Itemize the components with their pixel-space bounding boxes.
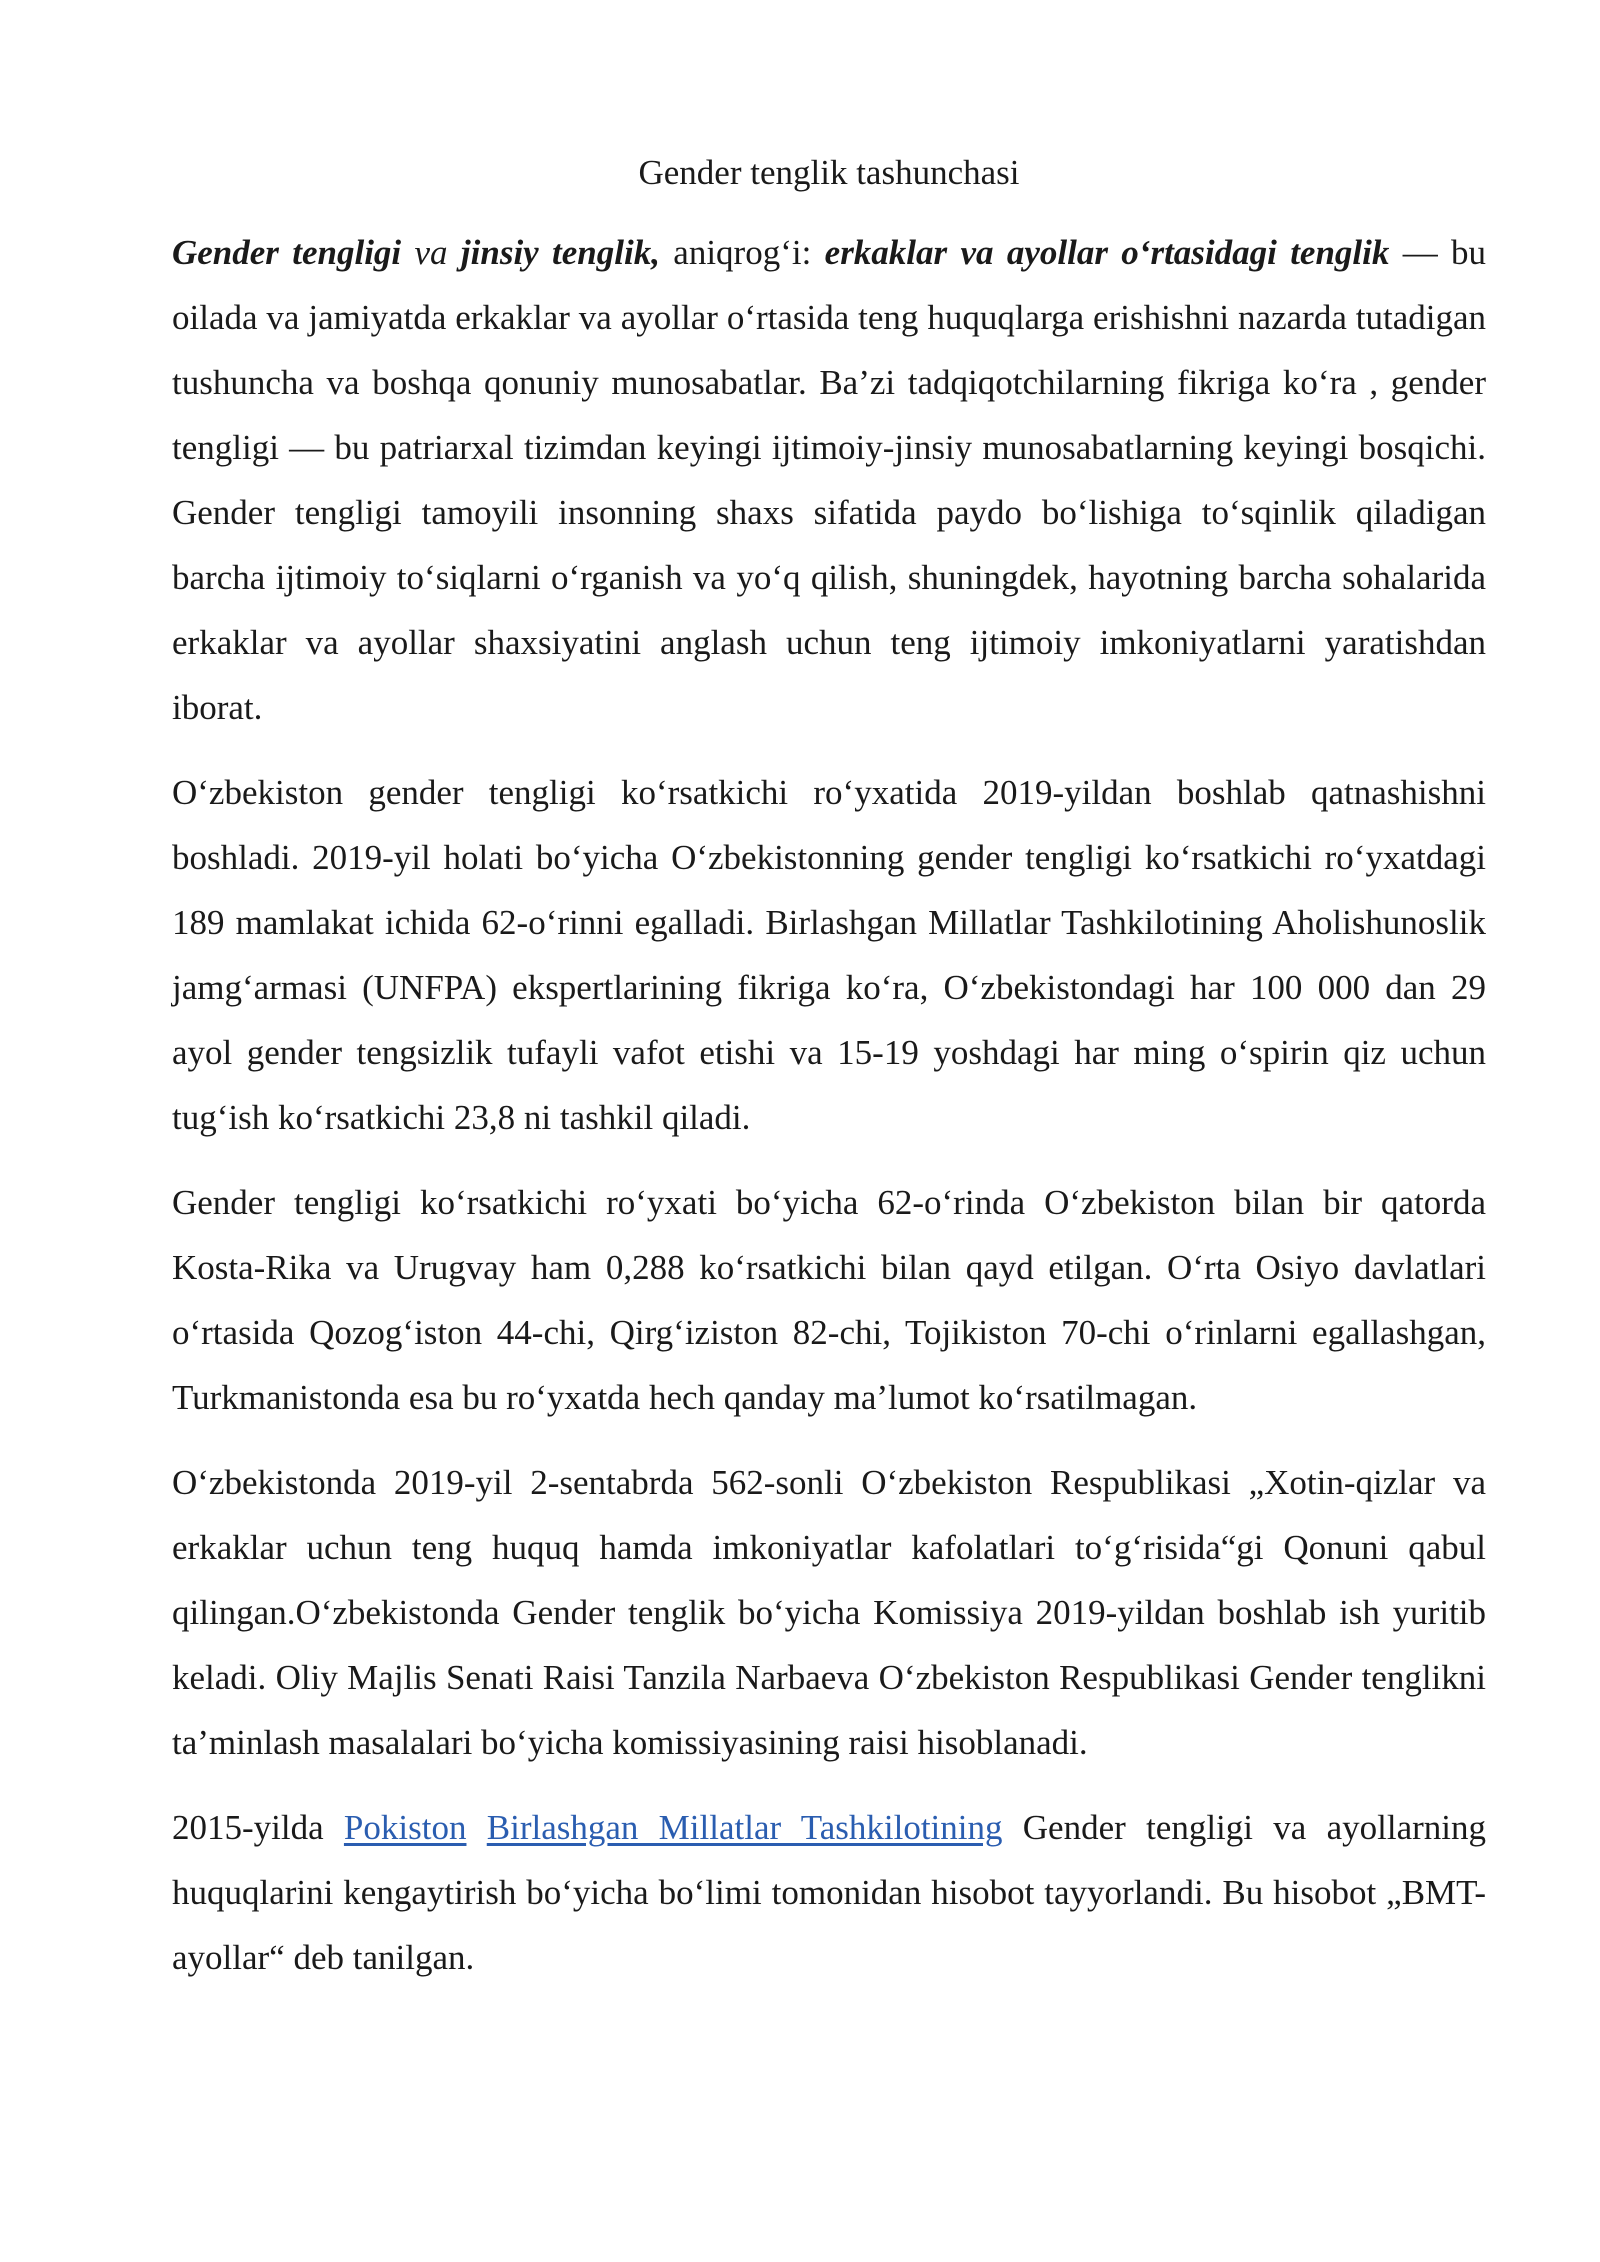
link-birlashgan-millatlar[interactable]: Birlashgan Millatlar Tashkilotining [486, 1808, 1003, 1847]
text-span: aniqrog‘i: [659, 233, 825, 272]
term-erkaklar-ayollar-tenglik: erkaklar va ayollar o‘rtasidagi tenglik [824, 233, 1390, 272]
document-page [172, 148, 1486, 2010]
text-span [466, 1808, 486, 1847]
link-pokiston[interactable]: Pokiston [343, 1808, 467, 1847]
paragraph-5-body: Gender tengligi va ayollarning huquqlarini kengaytirish bo‘yicha bo‘limi tomonidan hisobot tayyorlandi. Bu hisobot „BMT-ayollar“ deb tanilgan. [172, 1808, 1486, 1977]
text-span [448, 233, 461, 272]
text-span [401, 233, 414, 272]
document-title: Gender tenglik tashunchasi [638, 153, 1020, 192]
paragraph-3: Gender tengligi ko‘rsatkichi ro‘yxati bo‘yicha 62-o‘rinda O‘zbekiston bilan bir qatorda Kosta-Rika va Urugvay ham 0,288 ko‘rsatkichi bilan qayd etilgan. O‘rta Osiyo davlatlari o‘rtasida Qozog‘iston 44-chi, Qirg‘iziston 82-chi, Tojikiston 70-chi o‘rinlarni egallashgan, Turkmanistonda esa bu ro‘yxatda hech qanday ma’lumot ko‘rsatilmagan. [172, 1183, 1486, 1417]
paragraph-4: O‘zbekistonda 2019-yil 2-sentabrda 562-sonli O‘zbekiston Respublikasi „Xotin-qizlar va erkaklar uchun teng huquq hamda imkoniyatlar kafolatlari to‘g‘risida“gi Qonuni qabul qilingan.O‘zbekistonda Gender tenglik bo‘yicha Komissiya 2019-yildan boshlab ish yuritib keladi. Oliy Majlis Senati Raisi Tanzila Narbaeva O‘zbekiston Respublikasi Gender tenglikni ta’minlash masalalari bo‘yicha komissiyasining raisi hisoblanadi. [172, 1463, 1486, 1762]
text-span: 2015-yilda [172, 1808, 344, 1847]
term-gender-tengligi: Gender tengligi [172, 233, 402, 272]
term-jinsiy-tenglik: jinsiy tenglik, [460, 233, 660, 272]
paragraph-5 [172, 1795, 1486, 1990]
paragraph-1-body: — bu oilada va jamiyatda erkaklar va ayollar o‘rtasida teng huquqlarga erishishni nazarda tutadigan tushuncha va boshqa qonuniy munosabatlar. Ba’zi tadqiqotchilarning fikriga ko‘ra , gender tengligi — bu patriarxal tizimdan keyingi ijtimoiy-jinsiy munosabatlarning keyingi bosqichi. Gender tengligi tamoyili insonning shaxs sifatida paydo bo‘lishiga to‘sqinlik qiladigan barcha ijtimoiy to‘siqlarni o‘rganish va yo‘q qilish, shuningdek, hayotning barcha sohalarida erkaklar va ayollar shaxsiyatini anglash uchun teng ijtimoiy imkoniyatlarni yaratishdan iborat. [172, 233, 1487, 727]
paragraph-2: O‘zbekiston gender tengligi ko‘rsatkichi ro‘yxatida 2019-yildan boshlab qatnashishni boshladi. 2019-yil holati bo‘yicha O‘zbekistonning gender tengligi ko‘rsatkichi ro‘yxatdagi 189 mamlakat ichida 62-o‘rinni egalladi. Birlashgan Millatlar Tashkilotining Aholishunoslik jamg‘armasi (UNFPA) ekspertlarining fikriga ko‘ra, O‘zbekistondagi har 100 000 dan 29 ayol gender tengsizlik tufayli vafot etishi va 15-19 yoshdagi har ming o‘spirin qiz uchun tug‘ish ko‘rsatkichi 23,8 ni tashkil qiladi. [172, 773, 1486, 1137]
conjunction-va: va [414, 233, 448, 272]
paragraph-1 [172, 220, 1486, 740]
